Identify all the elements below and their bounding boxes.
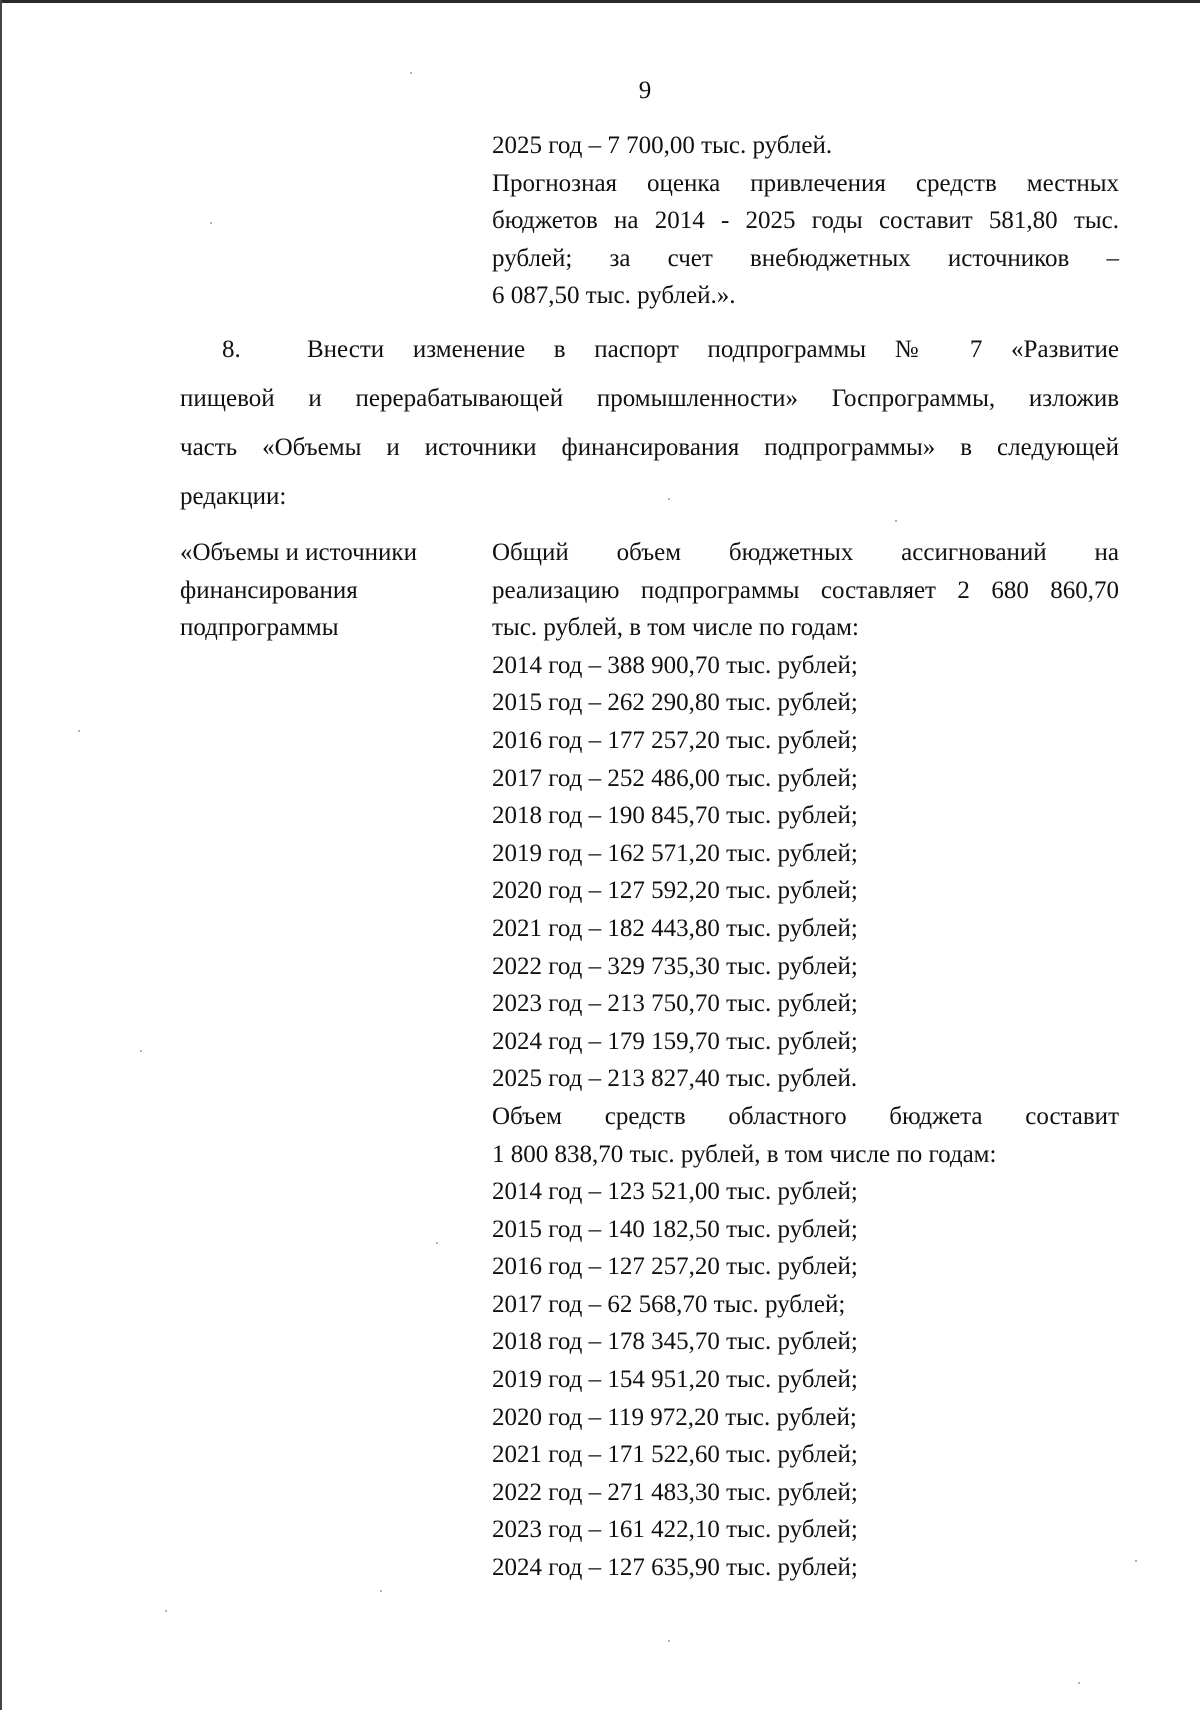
item-8-text-line: часть «Объемы и источники финансирования подпрограммы» в следующей xyxy=(180,434,1119,461)
total-budget-line: тыс. рублей, в том числе по годам: xyxy=(492,614,859,642)
scan-edge-left xyxy=(0,0,2,1710)
total-year-item: 2018 год – 190 845,70 тыс. рублей; xyxy=(492,802,858,830)
scan-edge-top xyxy=(0,0,1200,3)
item-8-text-line: Внести изменение в паспорт подпрограммы № 7 «Развитие xyxy=(307,336,1119,363)
local-budget-line: 6 087,50 тыс. рублей.». xyxy=(492,282,736,310)
passport-section-label: «Объемы и источники финансирования подпрограммы xyxy=(180,539,417,642)
local-budget-line: Прогнозная оценка привлечения средств местных xyxy=(492,169,1119,197)
scan-speck xyxy=(165,1610,167,1612)
total-year-item: 2017 год – 252 486,00 тыс. рублей; xyxy=(492,764,858,792)
item-8-first-line xyxy=(180,325,1119,374)
regional-year-item: 2019 год – 154 951,20 тыс. рублей; xyxy=(492,1366,858,1394)
scan-speck xyxy=(668,1640,670,1642)
scan-speck xyxy=(668,498,670,500)
total-by-year-list xyxy=(492,647,1119,1098)
total-year-item: 2025 год – 213 827,40 тыс. рублей. xyxy=(492,1065,858,1093)
regional-budget-line: 1 800 838,70 тыс. рублей, в том числе по годам: xyxy=(492,1140,997,1168)
total-year-item: 2022 год – 329 735,30 тыс. рублей; xyxy=(492,952,858,980)
total-budget-line: Общий объем бюджетных ассигнований на xyxy=(492,539,1119,566)
regional-year-item: 2022 год – 271 483,30 тыс. рублей; xyxy=(492,1478,858,1506)
item-8-text-line: пищевой и перерабатывающей промышленности» Госпрограммы, изложив xyxy=(180,385,1119,412)
local-budget-line: рублей; за счет внебюджетных источников – xyxy=(492,244,1119,272)
total-year-item: 2021 год – 182 443,80 тыс. рублей; xyxy=(492,914,858,942)
item-8-paragraph xyxy=(180,325,1119,521)
scan-speck xyxy=(410,72,412,74)
year-2025-line: 2025 год – 7 700,00 тыс. рублей. xyxy=(492,132,833,159)
scan-speck xyxy=(895,520,897,522)
regional-year-item: 2014 год – 123 521,00 тыс. рублей; xyxy=(492,1178,858,1206)
total-year-item: 2019 год – 162 571,20 тыс. рублей; xyxy=(492,839,858,867)
regional-budget-line: Объем средств областного бюджета составит xyxy=(492,1102,1119,1130)
total-year-item: 2016 год – 177 257,20 тыс. рублей; xyxy=(492,726,858,754)
local-budget-line: бюджетов на 2014 - 2025 годы составит 581,80 тыс. xyxy=(492,207,1119,235)
regional-year-item: 2023 год – 161 422,10 тыс. рублей; xyxy=(492,1516,858,1544)
regional-year-item: 2021 год – 171 522,60 тыс. рублей; xyxy=(492,1441,858,1469)
total-year-item: 2015 год – 262 290,80 тыс. рублей; xyxy=(492,689,858,717)
local-budget-paragraph xyxy=(492,165,1119,315)
item-8-text-line: редакции: xyxy=(180,483,287,510)
page-number: 9 xyxy=(638,77,652,104)
passport-section-body xyxy=(492,534,1119,1587)
scan-speck xyxy=(210,222,212,224)
regional-year-item: 2020 год – 119 972,20 тыс. рублей; xyxy=(492,1403,857,1431)
scan-speck xyxy=(1135,1560,1137,1562)
scan-speck xyxy=(78,730,80,732)
regional-year-item: 2016 год – 127 257,20 тыс. рублей; xyxy=(492,1253,858,1281)
previous-subprogram-funding-tail xyxy=(492,127,1119,315)
regional-year-item: 2015 год – 140 182,50 тыс. рублей; xyxy=(492,1215,858,1243)
scan-speck xyxy=(140,1050,142,1052)
total-year-item: 2023 год – 213 750,70 тыс. рублей; xyxy=(492,990,858,1018)
total-year-item: 2020 год – 127 592,20 тыс. рублей; xyxy=(492,877,858,905)
item-number: 8. xyxy=(222,336,241,363)
total-year-item: 2024 год – 179 159,70 тыс. рублей; xyxy=(492,1027,858,1055)
scan-speck xyxy=(436,1242,438,1244)
regional-by-year-list xyxy=(492,1173,1119,1587)
regional-year-item: 2017 год – 62 568,70 тыс. рублей; xyxy=(492,1290,846,1318)
regional-year-item: 2018 год – 178 345,70 тыс. рублей; xyxy=(492,1328,858,1356)
scan-speck xyxy=(380,1590,382,1592)
total-year-item: 2014 год – 388 900,70 тыс. рублей; xyxy=(492,651,858,679)
scan-speck xyxy=(1078,1682,1080,1684)
regional-year-item: 2024 год – 127 635,90 тыс. рублей; xyxy=(492,1554,858,1582)
total-budget-line: реализацию подпрограммы составляет 2 680 860,70 xyxy=(492,576,1119,604)
